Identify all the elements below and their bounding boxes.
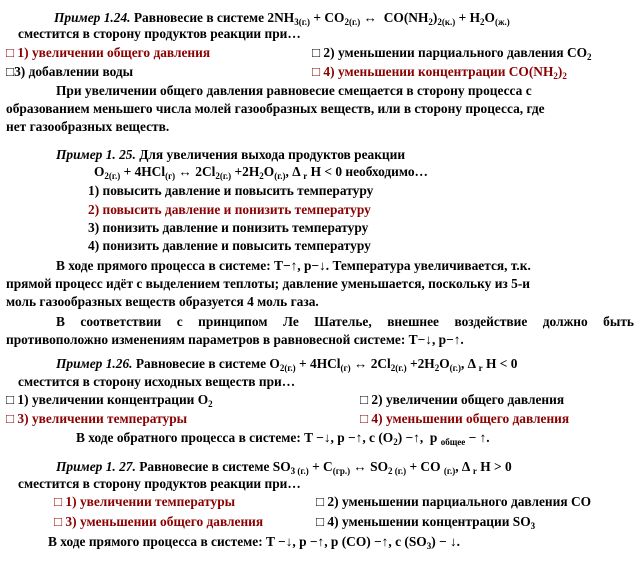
example-124-explanation-3: нет газообразных веществ. — [6, 119, 170, 134]
example-125-explanation-4: В соответствии с принципом Ле Шателье, внешнее воздействие должно быть — [56, 314, 634, 329]
option-127-4[interactable]: □ 4) уменьшении концентрации $SO_3$ — [316, 514, 536, 531]
option-125-3[interactable]: 3) понизить давление и понизить температуру — [88, 220, 369, 235]
example-125-explanation-5: противоположно изменениям параметров в равновесной системе: T−↓, p−↑. — [6, 332, 464, 347]
example-126-explanation: В ходе обратного процесса в системе: T −↓, p −↑, c $(O_2)$ −↑, p $_{общее}$ − ↑. — [76, 430, 490, 447]
option-124-1[interactable]: □ 1) увеличении общего давления — [6, 45, 211, 60]
example-127-question: сместится в сторону продуктов реакции при… — [18, 476, 301, 491]
example-label: Пример 1.24. — [54, 10, 131, 25]
option-124-3[interactable]: □3) добавлении воды — [6, 64, 134, 79]
example-127-title: Пример 1. 27. Равновесие в системе $SO_{3 (г.)} + C_{(гр.)}$ ↔ $SO_{2 (г.)}$ + CO $_{(г.)}$, Δ $_r$ H > 0 — [56, 459, 512, 476]
option-126-4[interactable]: □ 4) уменьшении общего давления — [360, 411, 570, 426]
example-126-question: сместится в сторону исходных веществ при… — [18, 374, 296, 389]
example-124-explanation-2: образованием меньшего числа молей газообразных веществ, или в сторону процесса, где — [6, 101, 545, 116]
option-125-2[interactable]: 2) повысить давление и понизить температуру — [88, 202, 371, 217]
option-127-2[interactable]: □ 2) уменьшении парциального давления CO — [316, 494, 592, 509]
example-124-question: сместится в сторону продуктов реакции при… — [18, 26, 301, 41]
option-127-3[interactable]: □ 3) уменьшении общего давления — [54, 514, 264, 529]
example-126-title: Пример 1.26. Равновесие в системе $O_{2(г.)} + 4HCl_{(г)}$ ↔ $2Cl_{2(г.)} +2H_2O_{(г.)}$, Δ $_r$ H < 0 — [56, 356, 518, 373]
option-126-2[interactable]: □ 2) увеличении общего давления — [360, 392, 565, 407]
option-126-1[interactable]: □ 1) увеличении концентрации $O_2$ — [6, 392, 213, 409]
option-127-1[interactable]: □ 1) увеличении температуры — [54, 494, 236, 509]
example-125-explanation-3: моль газообразных веществ образуется 4 моль газа. — [6, 294, 319, 309]
example-124-explanation-1: При увеличении общего давления равновесие смещается в сторону процесса с — [56, 83, 532, 98]
example-127-explanation: В ходе прямого процесса в системе: T −↓, p −↑, p (CO) −↑, c $(SO_3)$ − ↓. — [48, 534, 461, 551]
option-124-2[interactable]: □ 2) уменьшении парциального давления $CO_2$ — [312, 45, 592, 62]
option-126-3[interactable]: □ 3) увеличении температуры — [6, 411, 188, 426]
option-125-1[interactable]: 1) повысить давление и повысить температуру — [88, 183, 374, 198]
option-124-4[interactable]: □ 4) уменьшении концентрации $CO(NH_2)_2$ — [312, 64, 567, 81]
example-125-explanation-1: В ходе прямого процесса в системе: T−↑, p−↓. Температура увеличивается, т.к. — [56, 258, 531, 273]
example-125-title: Пример 1. 25. Для увеличения выхода продуктов реакции — [56, 147, 406, 162]
example-124-title: Пример 1.24. Равновесие в системе $2NH_{3(г.)} + CO_{2(г.)}$ ↔ $CO(NH_2)_{2(к.)} + H_2O_{(ж.)}$ — [54, 10, 510, 27]
example-125-equation: $O_{2(г.)} + 4HCl_{(г)}$ ↔ $2Cl_{2(г.)} +2H_2O_{(г.)}$, Δ $_r$ H < 0 необходимо… — [94, 164, 428, 181]
option-125-4[interactable]: 4) понизить давление и повысить температуру — [88, 238, 371, 253]
example-125-explanation-2: прямой процесс идёт с выделением теплоты; давление уменьшается, поскольку из 5-и — [6, 276, 531, 291]
